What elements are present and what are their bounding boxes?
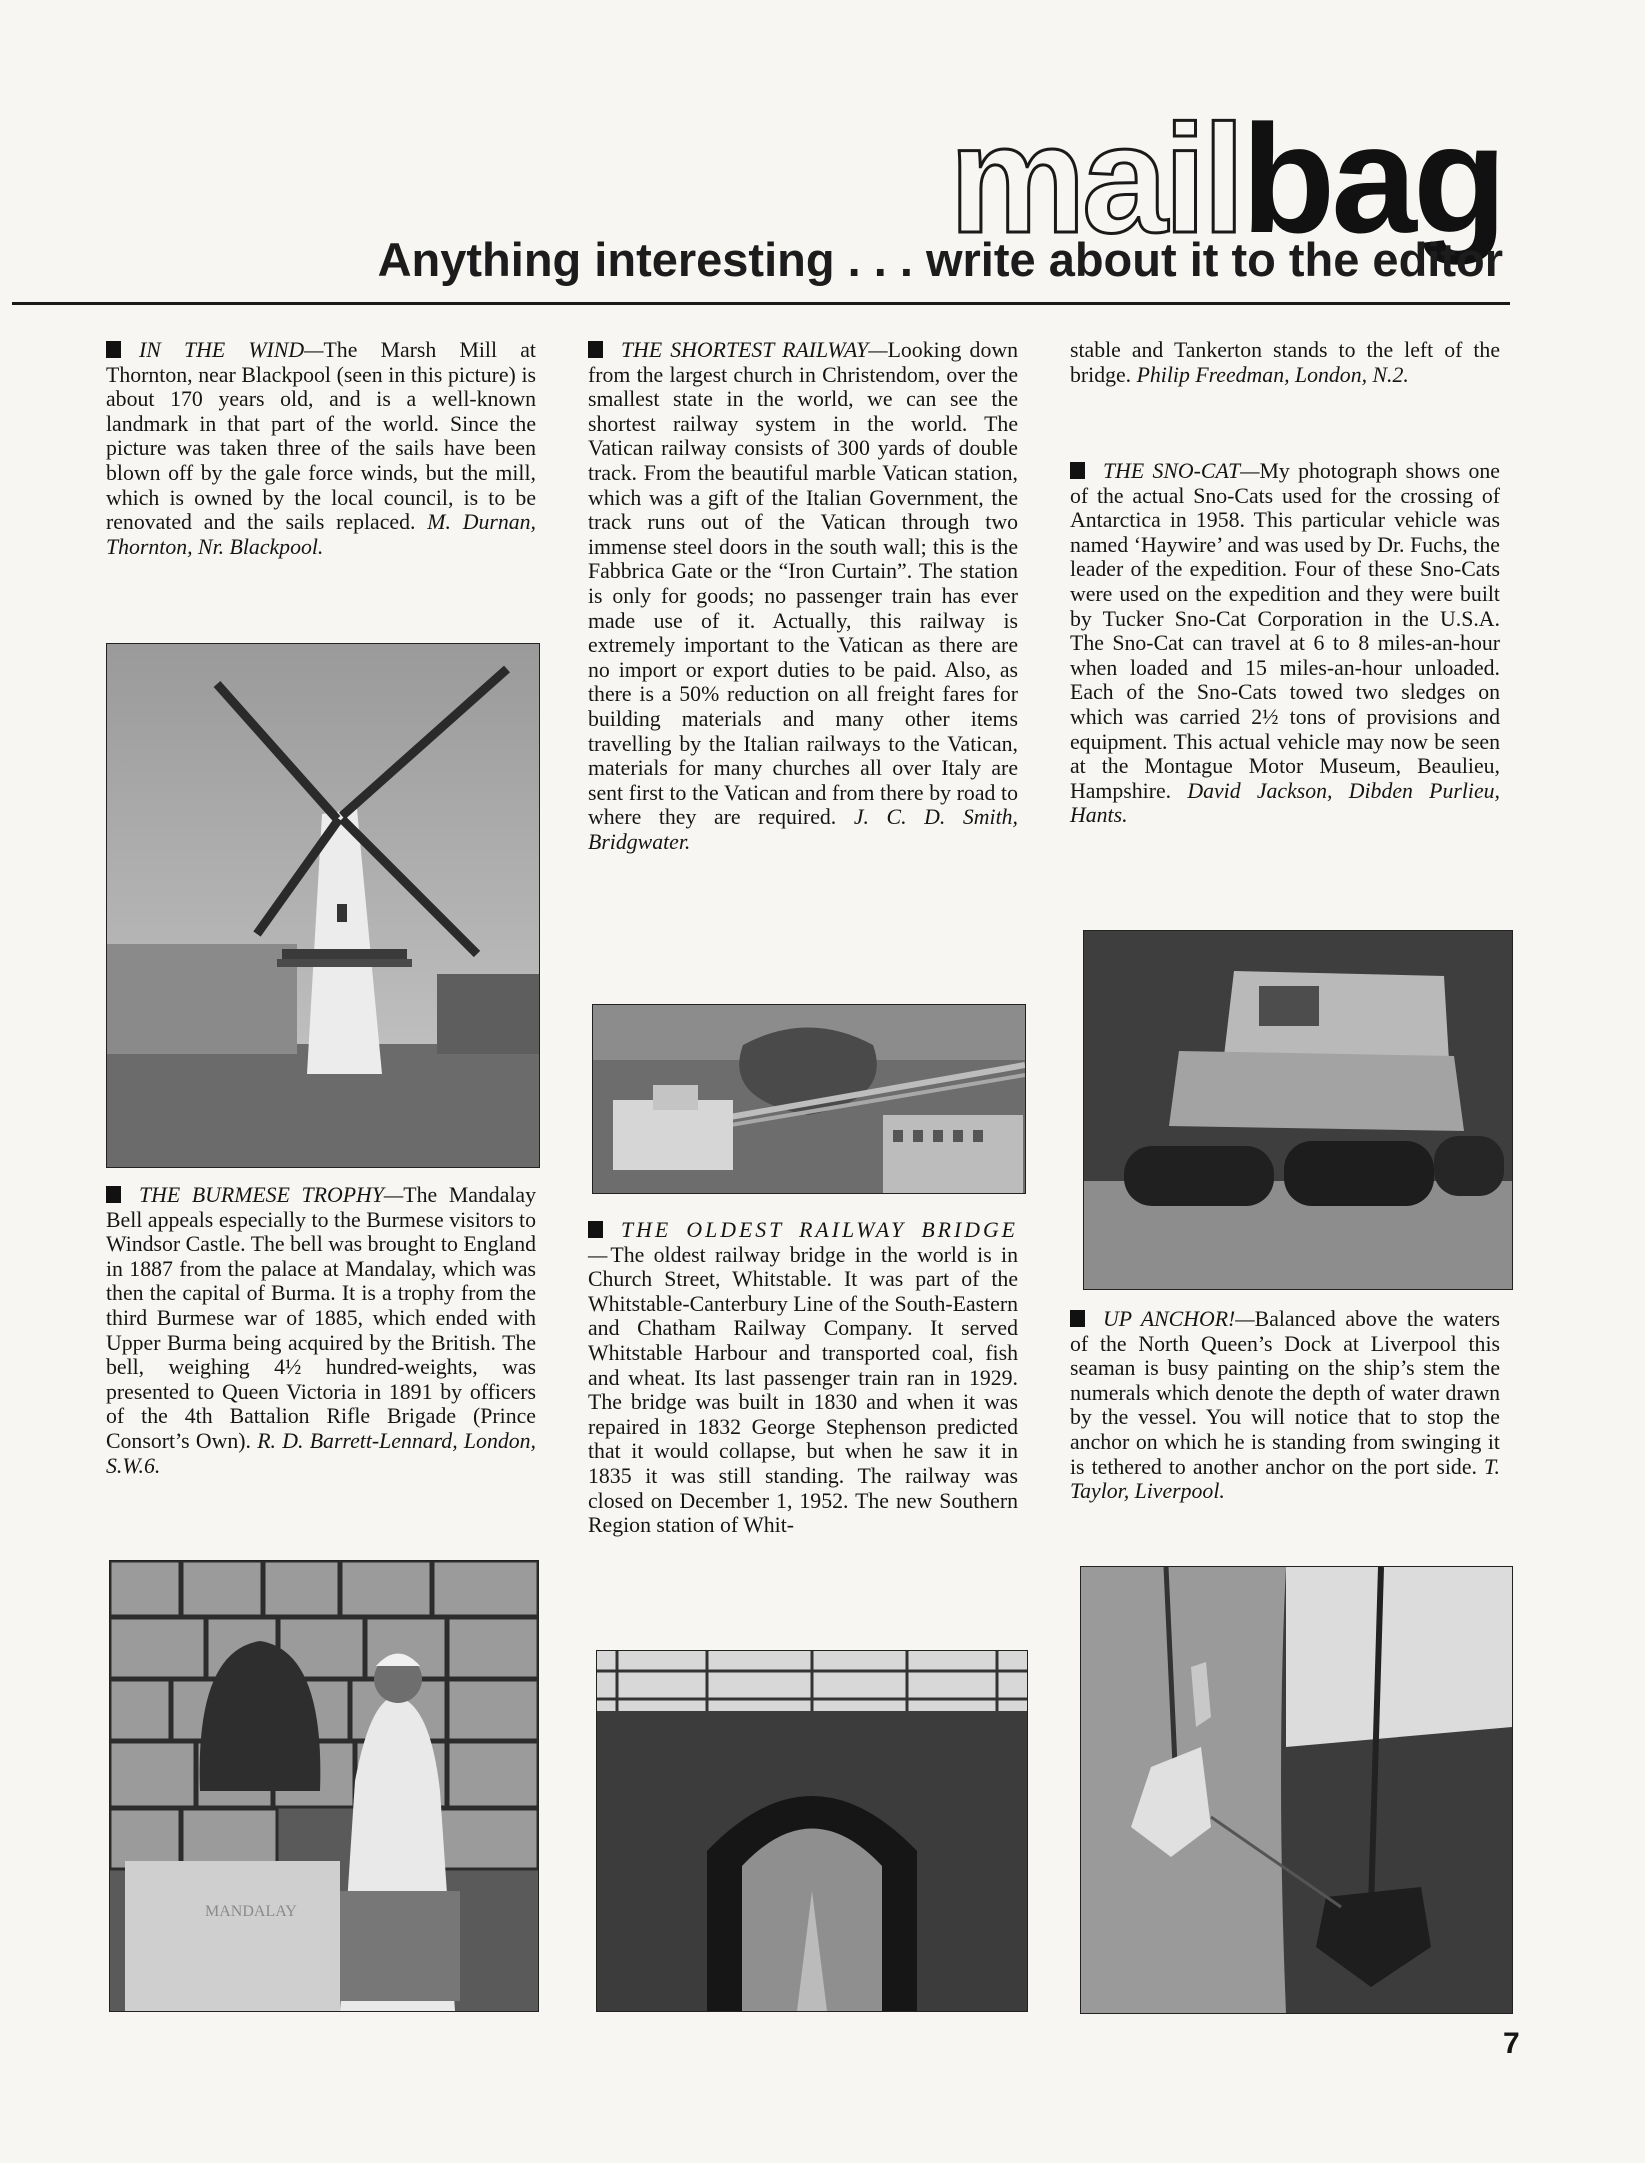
story-signature: R. D. Barrett-Lennard, London, S.W.6. [106, 1428, 536, 1478]
vatican-railway-photo [592, 1004, 1026, 1194]
story-body: The Marsh Mill at Thornton, near Blackpool (seen in this picture) is about 170 years old, and is a well-known landmark in that part of the world. Since the picture was taken three of the sails have been blown off by the gale force winds, but the mill, which is owned by the local council, is to be renovated and the sails replaced. [106, 338, 536, 535]
bullet-icon [106, 341, 121, 358]
story-body: Looking down from the largest church in Christendom, over the smallest state in the world, we can see the shortest railway system in the world. The Vatican railway consists of 300 yards of double track. From the beautiful marble Vatican station, which was a gift of the Italian Government, the track runs out of the Vatican through two immense steel doors in the south wall; this is the Fabbrica Gate or the “Iron Curtain”. The station is only for goods; no passenger train has ever made use of it. Actually, this railway is extremely important to the Vatican as there are no import or export duties to be paid. Also, as there is a 50% reduction on all freight fares for building materials and many other items travelling by the Italian railways to the Vatican, materials for many churches all over Italy are sent first to the Vatican and from there by road to where they are required. [588, 338, 1018, 830]
bell-plinth-inscription: MANDALAY [205, 1903, 297, 1920]
sno-cat-photo [1083, 930, 1513, 1290]
story-signature: David Jackson, Dibden Purlieu, Hants. [1070, 778, 1500, 828]
story-oldest-railway-bridge-continued [1070, 338, 1500, 387]
story-in-the-wind [106, 338, 536, 559]
page-number: 7 [1503, 2027, 1520, 2060]
story-body: The oldest railway bridge in the world is in Church Street, Whitstable. It was part of the Whitstable-Canterbury Line of the South-Eastern and Chatham Railway Company. It served Whitstable Harbour and transported coal, fish and wheat. Its last passenger train ran in 1929. The bridge was built in 1830 and when it was repaired in 1832 George Stephenson predicted that it would collapse, but when he saw it in 1835 it was still standing. The railway was closed on December 1, 1952. The new Southern Region station of Whit- [588, 1242, 1018, 1538]
bullet-icon [588, 1221, 603, 1238]
subtitle: Anything interesting . . . write about it to the editor [377, 233, 1503, 286]
windmill-photo [106, 643, 540, 1168]
story-signature: J. C. D. Smith, Bridgwater. [588, 805, 1019, 854]
anchor-photo [1080, 1566, 1513, 2014]
story-shortest-railway [588, 338, 1018, 854]
masthead-bag: bag [1241, 93, 1503, 265]
masthead-mail: mail [949, 93, 1242, 265]
story-heading: THE SNO-CAT— [1103, 459, 1260, 483]
story-burmese-trophy [106, 1183, 536, 1478]
story-heading: THE BURMESE TROPHY— [139, 1183, 404, 1207]
header-rule [12, 302, 1510, 305]
bullet-icon [588, 341, 603, 358]
story-body: Balanced above the waters of the North Queen’s Dock at Liverpool this seaman is busy painting on the ship’s stem the numerals which denote the depth of water drawn by the vessel. You will notice that to stop the anchor on which he is standing from swinging it is tethered to another anchor on the port side. [1070, 1307, 1501, 1479]
bullet-icon [1070, 1310, 1085, 1327]
story-signature: Philip Freedman, London, N.2. [1136, 362, 1409, 387]
story-signature: T. Taylor, Liverpool. [1070, 1454, 1500, 1504]
story-body: stable and Tankerton stands to the left of the bridge. [1070, 338, 1500, 387]
mandalay-bell-photo [109, 1560, 539, 2012]
bullet-icon [106, 1186, 121, 1203]
story-sno-cat [1070, 459, 1500, 828]
story-heading: THE SHORTEST RAILWAY— [621, 338, 888, 362]
story-body: My photograph shows one of the actual Sno-Cats used for the crossing of Antarctica in 1958. This particular vehicle was named ‘Haywire’ and was used by Dr. Fuchs, the leader of the expedition. Four of these Sno-Cats were used on the expedition and they were built by Tucker Sno-Cat Corporation in the U.S.A. The Sno-Cat can travel at 6 to 8 miles-an-hour when loaded and 15 miles-an-hour unloaded. Each of the Sno-Cats towed two sledges on which was carried 2½ tons of provisions and equipment. This actual vehicle may now be seen at the Montague Motor Museum, Beaulieu, Hampshire. [1070, 459, 1500, 803]
story-oldest-railway-bridge [588, 1218, 1018, 1538]
story-signature: M. Durnan, Thornton, Nr. Blackpool. [106, 510, 536, 559]
story-heading: IN THE WIND— [139, 338, 324, 362]
story-body: The Mandalay Bell appeals especially to the Burmese visitors to Windsor Castle. The bell was brought to England in 1887 from the palace at Mandalay, which was then the capital of Burma. It is a trophy from the third Burmese war of 1885, which ended with Upper Burma being acquired by the British. The bell, weighing 4½ hundred-weights, was presented to Queen Victoria in 1891 by officers of the 4th Battalion Rifle Brigade (Prince Consort’s Own). [106, 1183, 536, 1453]
story-heading: UP ANCHOR!— [1103, 1307, 1255, 1331]
story-up-anchor [1070, 1307, 1500, 1504]
railway-bridge-photo [596, 1650, 1028, 2012]
story-heading: THE OLDEST RAILWAY BRIDGE— [588, 1218, 1018, 1267]
bullet-icon [1070, 462, 1085, 479]
